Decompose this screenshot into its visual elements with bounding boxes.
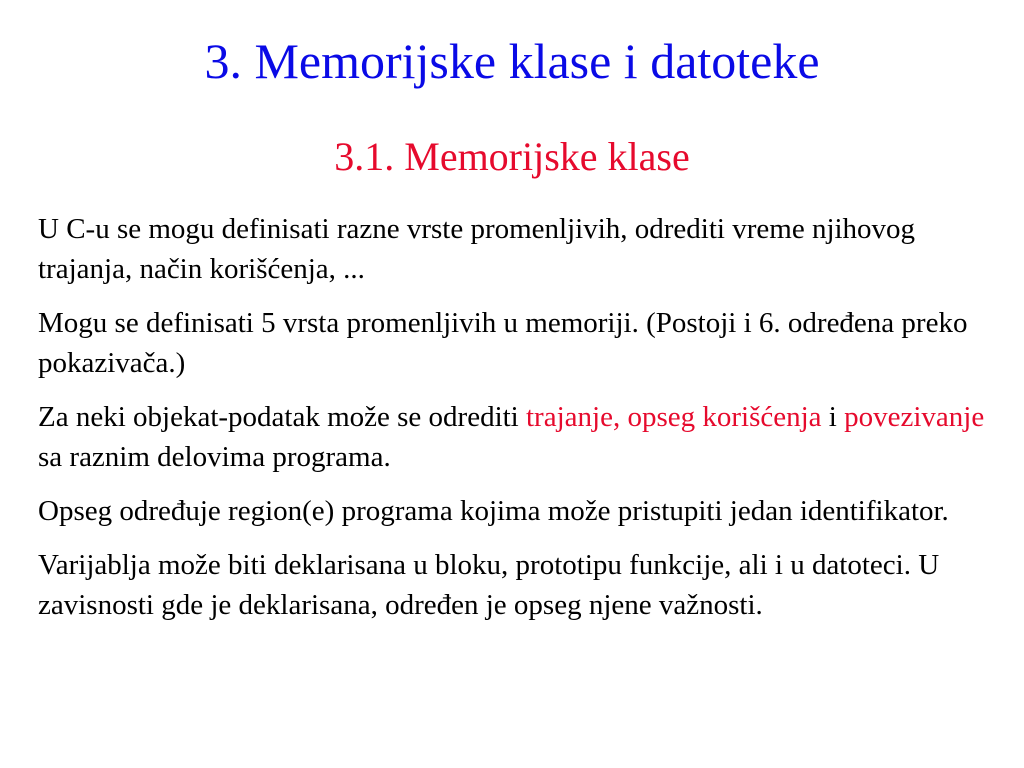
paragraph-5: Varijablja može biti deklarisana u bloku, prototipu funkcije, ali i u datoteci. U zavisnosti gde je deklarisana, određen je opseg njene važnosti. xyxy=(38,549,940,621)
slide-body xyxy=(38,209,988,639)
slide-title: 3. Memorijske klase i datoteke xyxy=(204,33,820,89)
paragraph-3-text-3: sa raznim delovima programa. xyxy=(38,441,391,473)
paragraph-2: Mogu se definisati 5 vrsta promenljivih u memoriji. (Postoji i 6. određena preko pokazivača.) xyxy=(38,307,968,379)
paragraph-1: U C-u se mogu definisati razne vrste promenljivih, odrediti vreme njihovog trajanja, način korišćenja, ... xyxy=(38,213,916,285)
paragraph-3 xyxy=(38,397,988,477)
paragraph-3-text-1: Za neki objekat-podatak može se odrediti xyxy=(38,401,526,433)
paragraph-3-text-2: i xyxy=(821,401,845,433)
slide-subtitle: 3.1. Memorijske klase xyxy=(334,134,690,179)
highlight-linkage: povezivanje xyxy=(844,401,985,433)
highlight-duration-scope: trajanje, opseg korišćenja xyxy=(526,401,822,433)
paragraph-4: Opseg određuje region(e) programa kojima može pristupiti jedan identifikator. xyxy=(38,495,949,527)
